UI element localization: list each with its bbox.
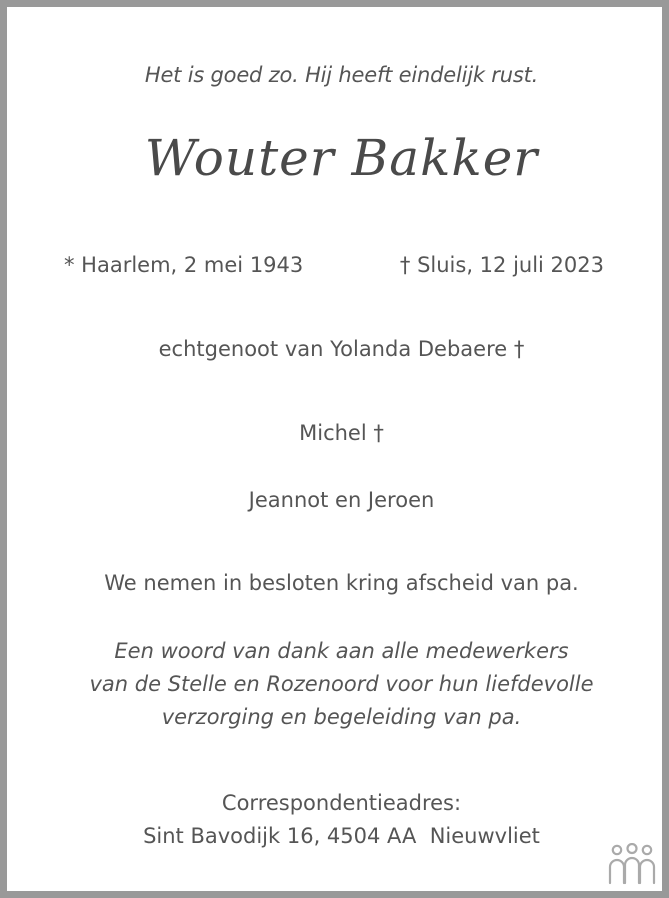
spouse-info: echtgenoot van Yolanda Debaere † [158,337,525,361]
correspondence-address: Sint Bavodijk 16, 4504 AA Nieuwvliet [143,824,540,848]
thanks-line: van de Stelle en Rozenoord voor hun liefdevolle [89,672,594,696]
correspondence-label: Correspondentieadres: [221,791,462,815]
thanks-line: verzorging en begeleiding van pa. [161,705,522,729]
thanks-line: Een woord van dank aan alle medewerkers [114,639,569,663]
child-name: Jeannot en Jeroen [248,488,435,512]
child-name: Michel † [299,421,384,445]
family-people-icon [607,843,657,885]
farewell-text: We nemen in besloten kring afscheid van pa. [104,571,579,595]
deceased-name: Wouter Bakker [144,129,539,187]
thanks-paragraph [7,635,669,734]
motto-text: Het is goed zo. Hij heeft eindelijk rust. [144,63,539,87]
correspondence-block [7,787,669,853]
birth-info: * Haarlem, 2 mei 1943 [64,253,304,277]
death-info: † Sluis, 12 juli 2023 [399,253,604,277]
